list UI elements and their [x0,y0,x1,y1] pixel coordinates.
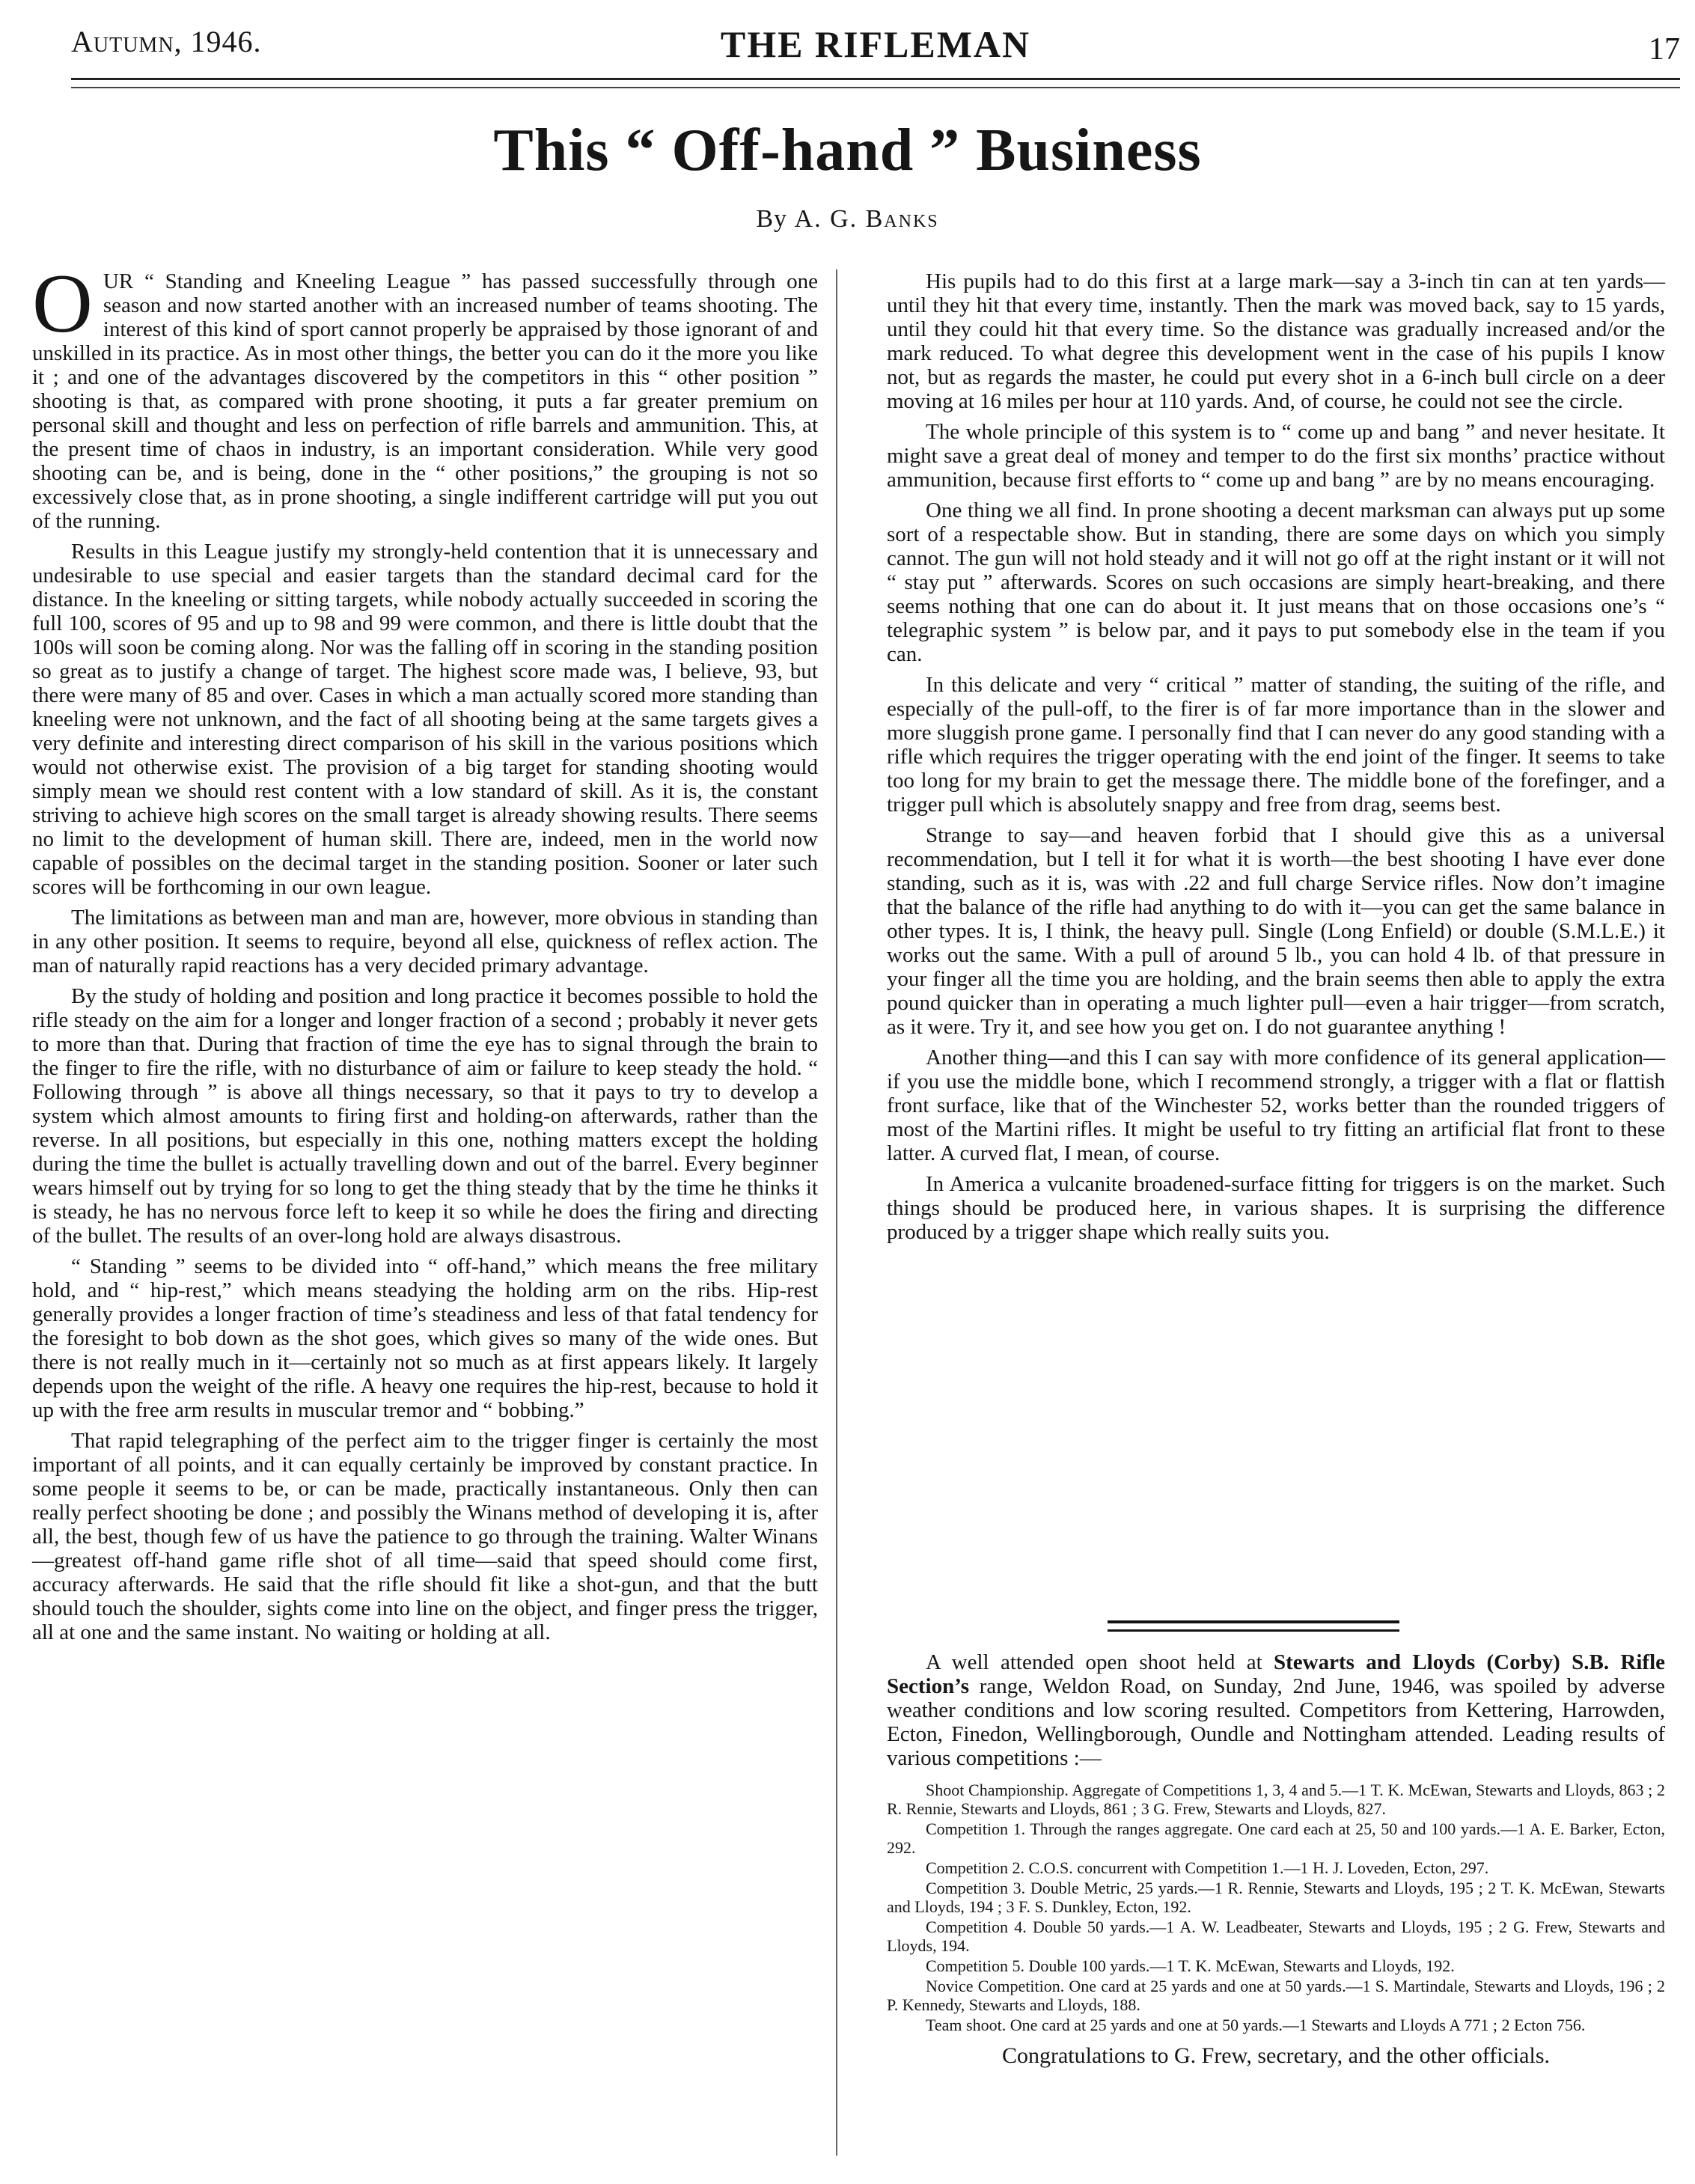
article-paragraph: That rapid telegraphing of the perfect aim to the trigger finger is certainly the most important of all points, and it can equally certainly be improved by constant practice. In some people it seems to be, or can be made, practically instantaneous. Only then can really perfect shooting be done ; and possibly the Winans method of developing it is, after all, the best, though few of us have the patience to go through the training. Walter Winans—greatest off-hand game rifle shot of all time—said that speed should come first, accuracy afterwards. He said that the rifle should fit like a shot-gun, and that the butt should touch the shoulder, sights come into line on the object, and finger press the trigger, all at one and the same instant. No waiting or holding at all. [32,1429,818,1644]
article-paragraph: In America a vulcanite broadened-surface fitting for triggers is on the market. Such things should be produced here, in various shapes. It is surprising the difference produced by a trigger shape which really suits you. [887,1172,1665,1244]
header-rule-secondary [71,87,1680,88]
article-right-column [887,269,1665,1251]
shoot-host: Stewarts and Lloyds (Corby) S.B. Rifle Section’s [887,1650,1665,1698]
article-paragraph: Results in this League justify my strongly-held contention that it is unnecessary and undesirable to use special and easier targets than the standard decimal card for the distance. In the kneeling or sitting targets, while nobody actually succeeded in scoring the full 100, scores of 95 and up to 98 and 99 were common, and there is little doubt that the 100s will soon be coming along. Nor was the falling off in scoring in the standing position so great as to justify a change of target. The highest score made was, I believe, 93, but there were many of 85 and over. Cases in which a man actually scored more standing than kneeling were not unknown, and the fact of all shooting being at the same targets gives a very definite and interesting direct comparison of his skill in the various positions which would not otherwise exist. The provision of a big target for standing shooting would simply mean we should rest content with a low standard of skill. As it is, the constant striving to achieve high scores on the small target is already showing results. There seems no limit to the development of human skill. There are, indeed, men in the world now capable of possibles on the decimal target in the standing position. Sooner or later such scores will be forthcoming in our own league. [32,540,818,899]
byline-prefix: By [756,205,788,233]
article-paragraph: O UR “ Standing and Kneeling League ” has passed successfully through one season and now started another with an increased number of teams shooting. The interest of this kind of sport cannot properly be appraised by those ignorant of and unskilled in its practice. As in most other things, the better you can do it the more you like it ; and one of the advantages discovered by the competitors in this “ other position ” shooting is that, as compared with prone shooting, it puts a far greater premium on personal skill and thought and less on perfection of rifle barrels and ammunition. This, at the present time of chaos in industry, is an important consideration. While very good shooting can be, and is being, done in the “ other positions,” the grouping is not so excessively close that, as in prone shooting, a single indifferent cartridge will put you out of the running. [32,257,818,533]
column-divider [836,269,837,2156]
result-entry: Competition 2. C.O.S. concurrent with Competition 1.—1 H. J. Loveden, Ecton, 297. [926,1858,1489,1877]
issue-date: Autumn, 1946. [71,25,262,58]
results-list [887,1781,1665,2034]
header-rule [71,78,1680,80]
article-paragraph: In this delicate and very “ critical ” matter of standing, the suiting of the rifle, and especially of the pull-off, to the firer is of far more importance than in the slower and more sluggish prone game. I personally find that I can never do any good standing with a rifle which requires the trigger operating with the end joint of the finger. It seems to take too long for my brain to get the message there. The middle bone of the forefinger, and a trigger pull which is absolutely snappy and free from drag, seems best. [887,673,1665,817]
article-paragraph: By the study of holding and position and long practice it becomes possible to hold the rifle steady on the aim for a longer and longer fraction of a second ; probably it never gets to more than that. During that fraction of time the eye has to signal through the brain to the finger to fire the rifle, with no disturbance of aim or failure to keep steady the hold. “ Following through ” is above all things necessary, so that it pays to try to develop a system which almost amounts to firing first and holding-on afterwards, rather than the reverse. In all positions, but especially in this one, nothing matters except the holding during the time the bullet is actually travelling down and out of the barrel. Every beginner wears himself out by trying for so long to get the thing steady that by the time he thinks it is steady, he has no nervous force left to keep it so while he does the firing and directing of the bullet. The results of an over-long hold are always disastrous. [32,984,818,1248]
author-name: A. G. Banks [794,205,939,233]
masthead: THE RIFLEMAN [720,23,1031,65]
article-title: This “ Off-hand ” Business [493,118,1202,183]
page-number: 17 [1649,32,1680,67]
result-entry: Novice Competition. One card at 25 yards and one at 50 yards.—1 S. Martindale, Stewarts and Lloyds, 196 ; 2 P. Kennedy, Stewarts and Lloyds, 188. [887,1977,1665,2014]
article-paragraph: “ Standing ” seems to be divided into “ off-hand,” which means the free military hold, and “ hip-rest,” which means steadying the holding arm on the ribs. Hip-rest generally provides a longer fraction of time’s steadiness and less of that fatal tendency for the foresight to bob down as the shot goes, which gives so many of the wide ones. But there is not really much in it—certainly not so much as at first appears likely. It largely depends upon the weight of the rifle. A heavy one requires the hip-rest, because to hold it up with the free arm results in muscular tremor and “ bobbing.” [32,1254,818,1422]
article-paragraph: The whole principle of this system is to “ come up and bang ” and never hesitate. It might save a great deal of money and temper to do the first six months’ practice without ammunition, because first efforts to “ come up and bang ” are by no means encouraging. [887,420,1665,492]
result-entry: Shoot Championship. Aggregate of Competitions 1, 3, 4 and 5.—1 T. K. McEwan, Stewarts and Lloyds, 863 ; 2 R. Rennie, Stewarts and Lloyds, 861 ; 3 G. Frew, Stewarts and Lloyds, 827. [887,1781,1665,1818]
article-paragraph: Another thing—and this I can say with more confidence of its general application—if you use the middle bone, which I recommend strongly, a trigger with a flat or flattish front surface, like that of the Winchester 52, works better than the rounded triggers of most of the Martini rifles. It might be useful to try fitting an artificial flat front to these latter. A curved flat, I mean, of course. [887,1046,1665,1165]
byline [0,205,1695,234]
result-entry: Competition 3. Double Metric, 25 yards.—1 R. Rennie, Stewarts and Lloyds, 195 ; 2 T. K. McEwan, Stewarts and Lloyds, 194 ; 3 F. S. Dunkley, Ecton, 192. [887,1879,1665,1916]
article-left-column [32,257,818,1651]
drop-cap: O [32,257,93,350]
shoot-report [887,1650,1665,2091]
shoot-intro: A well attended open shoot held at Stewarts and Lloyds (Corby) S.B. Rifle Section’s range, Weldon Road, on Sunday, 2nd June, 1946, was spoiled by adverse weather conditions and low scoring resulted. Competitors from Kettering, Harrowden, Ecton, Finedon, Wellingborough, Oundle and Nottingham attended. Leading results of various competitions :— [887,1650,1665,1770]
article-paragraph: Strange to say—and heaven forbid that I should give this as a universal recommendation, but I tell it for what it is worth—the best shooting I have ever done standing, such as it is, was with .22 and full charge Service rifles. Now don’t imagine that the balance of the rifle had anything to do with it—you can get the same balance in other types. It is, I think, the heavy pull. Single (Long Enfield) or double (S.M.L.E.) it works out the same. With a pull of around 5 lb., you can hold 4 lb. of that pressure in your finger all the time you are holding, and the brain seems then able to apply the extra pound quicker than in operating a much lighter pull—even a hair trigger—from scratch, as it were. Try it, and see how you get on. I do not guarantee anything ! [887,823,1665,1039]
result-entry: Team shoot. One card at 25 yards and one at 50 yards.—1 Stewarts and Lloyds A 771 ; 2 Ecton 756. [926,2016,1586,2034]
result-entry: Competition 1. Through the ranges aggregate. One card each at 25, 50 and 100 yards.—1 A. E. Barker, Ecton, 292. [887,1820,1665,1857]
closing-note: Congratulations to G. Frew, secretary, and the other officials. [1001,2043,1550,2068]
article-paragraph: His pupils had to do this first at a large mark—say a 3-inch tin can at ten yards—until they hit that every time, instantly. Then the mark was moved back, say to 15 yards, until they could hit that every time. So the distance was gradually increased and/or the mark reduced. To what degree this development went in the case of his pupils I know not, but as regards the master, he could put every shot in a 6-inch bull circle on a deer moving at 16 miles per hour at 110 yards. And, of course, he could not see the circle. [887,269,1665,413]
article-paragraph: One thing we all find. In prone shooting a decent marksman can always put up some sort of a respectable show. But in standing, there are some days on which you simply cannot. The gun will not hold steady and it will not go off at the right instant or it will not “ stay put ” afterwards. Scores on such occasions are simply heart-breaking, and there seems nothing that one can do about it. It just means that on those occasions one’s “ telegraphic system ” is below par, and it pays to put somebody else in the team if you can. [887,498,1665,666]
result-entry: Competition 4. Double 50 yards.—1 A. W. Leadbeater, Stewarts and Lloyds, 195 ; 2 G. Frew, Stewarts and Lloyds, 194. [887,1918,1665,1955]
article-paragraph: The limitations as between man and man are, however, more obvious in standing than in any other position. It seems to require, beyond all else, quickness of reflex action. The man of naturally rapid reactions has a very decided primary advantage. [32,906,818,977]
section-divider [1108,1620,1399,1632]
running-head [71,18,1680,70]
result-entry: Competition 5. Double 100 yards.—1 T. K. McEwan, Stewarts and Lloyds, 192. [926,1956,1455,1975]
